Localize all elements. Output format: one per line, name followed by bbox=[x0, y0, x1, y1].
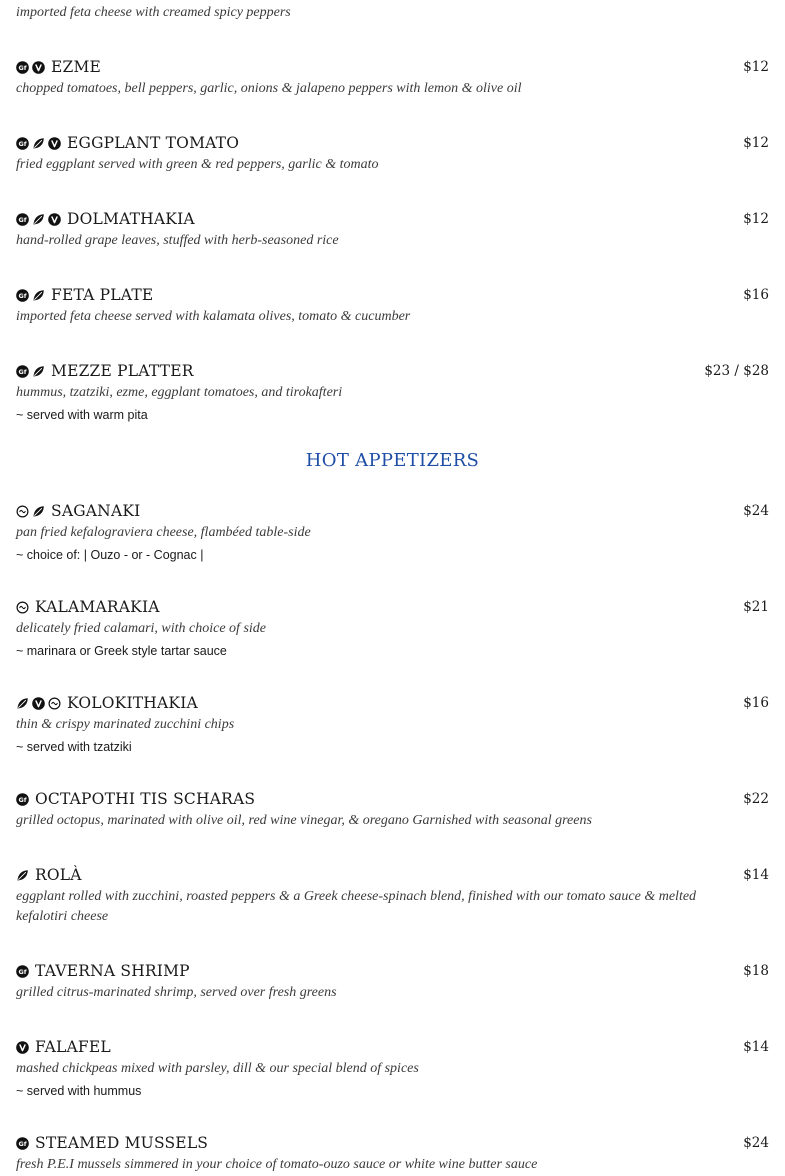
dietary-icons bbox=[16, 213, 64, 226]
item-note: ~ served with hummus bbox=[16, 1084, 142, 1098]
item-name: FETA PLATE bbox=[51, 286, 154, 304]
item-price: $18 bbox=[743, 963, 769, 979]
vegan-icon bbox=[32, 697, 45, 710]
item-title-row bbox=[16, 788, 255, 810]
item-note: ~ choice of: | Ouzo - or - Cognac | bbox=[16, 548, 204, 562]
section-heading: HOT APPETIZERS bbox=[305, 450, 480, 471]
item-description: imported feta cheese with creamed spicy peppers bbox=[16, 5, 291, 20]
item-title-row bbox=[16, 864, 82, 886]
vegan-icon bbox=[48, 213, 61, 226]
vegetarian-leaf-icon bbox=[16, 697, 29, 710]
item-title-row bbox=[16, 132, 239, 154]
item-note: ~ served with warm pita bbox=[16, 408, 148, 422]
svg-text:Gf: Gf bbox=[18, 291, 27, 300]
item-title-row bbox=[16, 500, 140, 522]
svg-text:Gf: Gf bbox=[18, 215, 27, 224]
vegetarian-leaf-icon bbox=[32, 213, 45, 226]
item-price: $14 bbox=[743, 867, 769, 883]
item-name: OCTAPOTHI TIS SCHARAS bbox=[35, 790, 256, 808]
item-title-row bbox=[16, 284, 153, 306]
item-description: grilled citrus-marinated shrimp, served over fresh greens bbox=[16, 985, 337, 1000]
item-name: TAVERNA SHRIMP bbox=[35, 962, 190, 980]
item-price: $24 bbox=[743, 1135, 769, 1151]
vegetarian-leaf-icon bbox=[32, 289, 45, 302]
dietary-icons bbox=[16, 505, 48, 518]
vegan-icon bbox=[32, 61, 45, 74]
item-title-row bbox=[16, 596, 160, 618]
item-description: eggplant rolled with zucchini, roasted peppers & a Greek cheese-spinach blend, finished with our tomato sauce & melted kefalotiri cheese bbox=[16, 889, 697, 924]
item-description: hummus, tzatziki, ezme, eggplant tomatoes, and tirokafteri bbox=[16, 385, 343, 400]
item-title-row bbox=[16, 360, 194, 382]
item-price: $12 bbox=[743, 135, 769, 151]
dietary-icons bbox=[16, 697, 64, 710]
item-title-row bbox=[16, 208, 195, 230]
item-name: EZME bbox=[51, 58, 102, 76]
dietary-icons bbox=[16, 1137, 32, 1150]
vegan-icon bbox=[16, 1041, 29, 1054]
dietary-icons bbox=[16, 1041, 32, 1054]
dietary-icons bbox=[16, 869, 32, 882]
item-price: $12 bbox=[743, 211, 769, 227]
item-name: ROLÀ bbox=[35, 866, 82, 884]
gluten-free-icon bbox=[16, 213, 29, 226]
svg-text:Gf: Gf bbox=[18, 795, 27, 804]
item-price: $21 bbox=[743, 599, 769, 615]
item-name: EGGPLANT TOMATO bbox=[67, 134, 240, 152]
item-price: $16 bbox=[743, 695, 769, 711]
item-title-row bbox=[16, 692, 198, 714]
item-title-row bbox=[16, 1132, 208, 1154]
item-description: delicately fried calamari, with choice of side bbox=[16, 621, 266, 636]
item-description: hand-rolled grape leaves, stuffed with herb-seasoned rice bbox=[16, 233, 339, 248]
item-name: KALAMARAKIA bbox=[35, 598, 160, 616]
item-description: imported feta cheese served with kalamata olives, tomato & cucumber bbox=[16, 309, 411, 324]
contains-icon bbox=[16, 505, 29, 518]
vegetarian-leaf-icon bbox=[32, 137, 45, 150]
item-name: KOLOKITHAKIA bbox=[67, 694, 198, 712]
svg-text:Gf: Gf bbox=[18, 967, 27, 976]
svg-text:Gf: Gf bbox=[18, 63, 27, 72]
gluten-free-icon bbox=[16, 61, 29, 74]
item-note: ~ marinara or Greek style tartar sauce bbox=[16, 644, 227, 658]
gluten-free-icon bbox=[16, 365, 29, 378]
item-name: FALAFEL bbox=[35, 1038, 111, 1056]
item-price: $24 bbox=[743, 503, 769, 519]
dietary-icons bbox=[16, 601, 32, 614]
item-name: SAGANAKI bbox=[51, 502, 141, 520]
item-price: $12 bbox=[743, 59, 769, 75]
gluten-free-icon bbox=[16, 793, 29, 806]
item-description: chopped tomatoes, bell peppers, garlic, onions & jalapeno peppers with lemon & olive oil bbox=[16, 81, 522, 96]
svg-text:Gf: Gf bbox=[18, 367, 27, 376]
dietary-icons bbox=[16, 61, 48, 74]
item-name: MEZZE PLATTER bbox=[51, 362, 194, 380]
item-description: grilled octopus, marinated with olive oil, red wine vinegar, & oregano Garnished with seasonal greens bbox=[16, 813, 592, 828]
svg-text:Gf: Gf bbox=[18, 1139, 27, 1148]
item-note: ~ served with tzatziki bbox=[16, 740, 132, 754]
gluten-free-icon bbox=[16, 289, 29, 302]
item-price: $16 bbox=[743, 287, 769, 303]
gluten-free-icon bbox=[16, 137, 29, 150]
item-title-row bbox=[16, 56, 101, 78]
vegetarian-leaf-icon bbox=[32, 505, 45, 518]
dietary-icons bbox=[16, 137, 64, 150]
svg-text:Gf: Gf bbox=[18, 139, 27, 148]
item-description: fried eggplant served with green & red peppers, garlic & tomato bbox=[16, 157, 379, 172]
dietary-icons bbox=[16, 289, 48, 302]
dietary-icons bbox=[16, 965, 32, 978]
vegetarian-leaf-icon bbox=[32, 365, 45, 378]
item-description: thin & crispy marinated zucchini chips bbox=[16, 717, 235, 732]
item-name: DOLMATHAKIA bbox=[67, 210, 195, 228]
item-description: fresh P.E.I mussels simmered in your choice of tomato-ouzo sauce or white wine butter sauce bbox=[16, 1157, 538, 1172]
gluten-free-icon bbox=[16, 1137, 29, 1150]
item-price: $23 / $28 bbox=[704, 363, 769, 379]
gluten-free-icon bbox=[16, 965, 29, 978]
item-title-row bbox=[16, 960, 190, 982]
dietary-icons bbox=[16, 365, 48, 378]
item-price: $14 bbox=[743, 1039, 769, 1055]
dietary-icons bbox=[16, 793, 32, 806]
contains-icon bbox=[16, 601, 29, 614]
item-title-row bbox=[16, 1036, 111, 1058]
vegetarian-leaf-icon bbox=[16, 869, 29, 882]
vegan-icon bbox=[48, 137, 61, 150]
item-description: mashed chickpeas mixed with parsley, dill & our special blend of spices bbox=[16, 1061, 419, 1076]
contains-icon bbox=[48, 697, 61, 710]
item-name: STEAMED MUSSELS bbox=[35, 1134, 209, 1152]
item-description: pan fried kefalograviera cheese, flambéed table-side bbox=[16, 525, 311, 540]
item-price: $22 bbox=[743, 791, 769, 807]
